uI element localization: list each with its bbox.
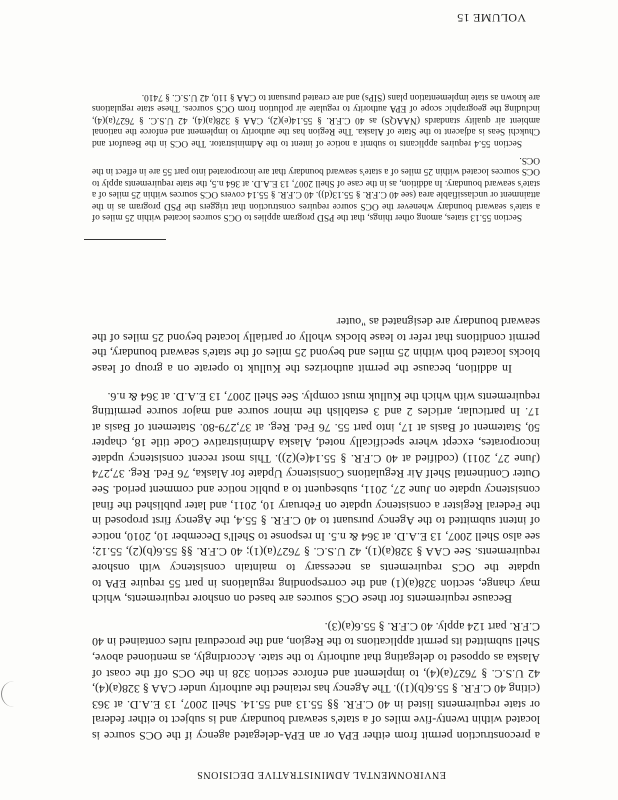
- paragraph: Because requirements for these OCS sources are based on onshore requirements, which may change, section 328(a)(1) and the corresponding regulations in part 55 require EPA to update the OCS requirements as necessary to maintain consistency with onshore requirements. See CAA § 328(a)(1), 42 U.S.C. § 7627(a)(1); 40 C.F.R. §§ 55.6(b)(2), 55.12; see also Shell 2007, 13 E.A.D. at 364 & n.5. In response to Shell's December 10, 2010, notice of intent submitted to the Agency pursuant to 40 C.F.R. § 55.4, the Agency first proposed in the Federal Register a consistency update on February 10, 2011, and later published the final consistency update on June 27, 2011, subsequent to a public notice and comment period. See Outer Continental Shelf Air Regulations Consistency Update for Alaska, 76 Fed. Reg. 37,274 (June 27, 2011) (codified at 40 C.F.R. § 55.14(e)(2)). This most recent consistency update incorporates, except where specifically noted, Alaska Administrative Code title 18, chapter 50, Statement of Basis at 17, into part 55. 76 Fed. Reg. at 37,279-80. Statement of Basis at 17. In particular, articles 2 and 3 establish the minor source and major source permitting requirements with which the Kulluk must comply. See Shell 2007, 13 E.A.D. at 364 & n.6.: [92, 389, 540, 607]
- footnote: Section 55.13 states, among other things, that the PSD program applies to OCS sources located within 25 miles of a state's seaward boundary whenever the OCS source requires construction that triggers the PSD program as in the attainment or unclassifiable area (see 40 C.F.R. § 55.13(d)). 40 C.F.R. § 55.14 covers OCS sources within 25 miles of a state's seaward boundary. In addition, as in the case of Shell 2007, 13 E.A.D. at 364 n.5, the state requirements apply to OCS sources located within 25 miles of a state's seaward boundary that are incorporated into part 55 are in effect in the OCS.: [92, 154, 540, 222]
- footnotes: [92, 85, 540, 222]
- volume-label: VOLUME 15: [456, 11, 526, 25]
- footnote: Section 55.4 requires applicants to submit a notice of intent to the Administrator. The OCS in the Beaufort and Chukchi Seas is adjacent to the State of Alaska. The Region has the authority to implement and enforce the national ambient air quality standards (NAAQS) as 40 C.F.R. § 55.14(e)(2), CAA § 328(a)(4), 42 U.S.C. § 7627(a)(4), including the geographic scope of EPA authority to regulate air pollution from OCS sources. These state regulations are known as state implementation plans (SIPs) and are created pursuant to CAA § 110, 42 U.S.C. § 7410.: [92, 91, 540, 148]
- scan-bracket-mark: [1, 681, 18, 707]
- main-text: [92, 302, 540, 743]
- paragraph: a preconstruction permit from either EPA or an EPA-delegated agency if the OCS source is located within twenty-five miles of a state's seaward boundary and is subject to either federal or state requirements listed in 40 C.F.R. §§ 55.13 and 55.14. Shell 2007, 13 E.A.D. at 363 (citing 40 C.F.R. § 55.6(b)(1)). The Agency has retained the authority under CAA § 328(a)(4), 42 U.S.C. § 7627(a)(4), to implement and enforce section 328 in the OCS off the coast of Alaska as opposed to delegating that authority to the state. Accordingly, as mentioned above, Shell submitted its permit applications to the Region, and the procedural rules contained in 40 C.F.R. part 124 apply. 40 C.F.R. § 55.6(a)(3).: [92, 619, 540, 743]
- paragraph: In addition, because the permit authorizes the Kulluk to operate on a group of lease blocks located both within 25 miles and beyond 25 miles of the state's seaward boundary, the permit conditions that refer to lease blocks wholly or partially located beyond 25 miles of the seaward boundary are designated as "outer: [92, 315, 540, 376]
- running-head: ENVIRONMENTAL ADMINISTRATIVE DECISIONS: [196, 769, 446, 780]
- footnote-rule: [84, 239, 166, 240]
